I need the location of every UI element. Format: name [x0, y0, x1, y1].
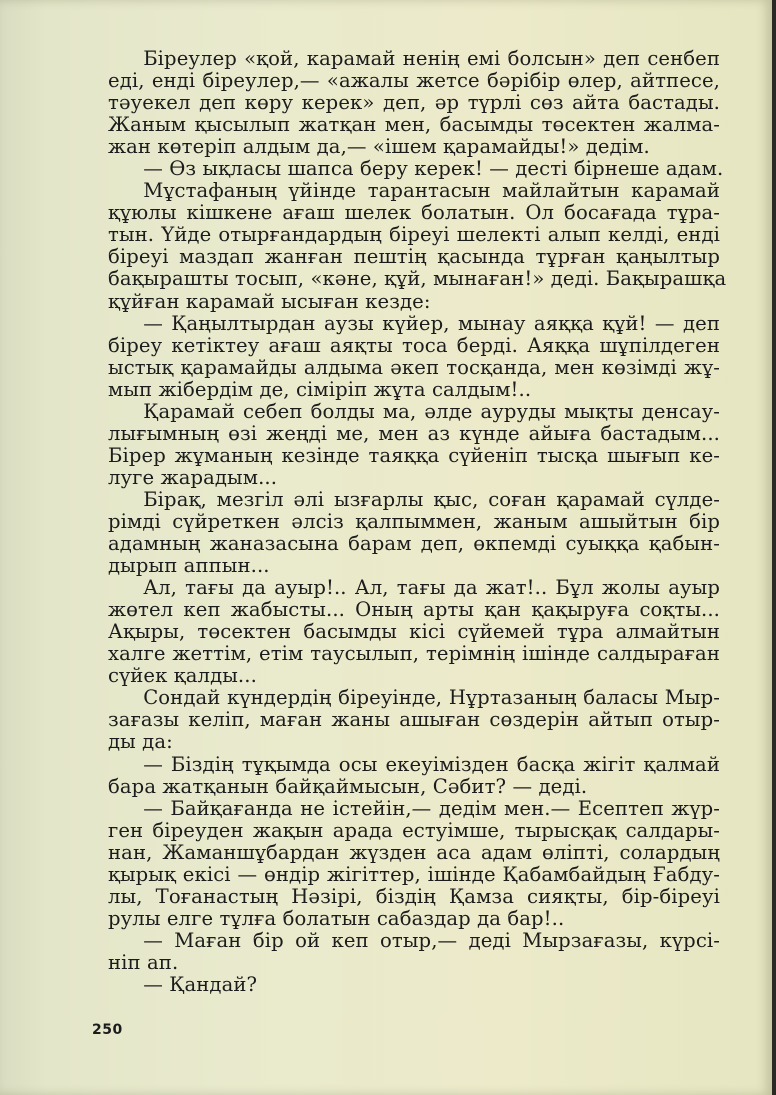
text-line: — Қандай?: [143, 972, 258, 996]
text-line: мып жібердім де, сіміріп жұта салдым!..: [108, 377, 532, 401]
text-line: — Қаңылтырдан аузы күйер, мынау аяққа құй! — деп: [143, 311, 720, 335]
text-line: ген біреуден жақын арада естуімше, тырысқақ салдары-: [108, 818, 720, 842]
text-line: қырық екісі — өндір жігіттер, ішінде Қабамбайдың Ғабду-: [108, 862, 720, 886]
text-line: құюлы кішкене ағаш шелек болатын. Ол босағада тұра-: [108, 201, 720, 225]
text-line: — Байқағанда не істейін,— дедім мен.— Есептеп жүр-: [143, 796, 720, 820]
text-line: Сондай күндердің біреуінде, Нұртазаның баласы Мыр-: [143, 686, 720, 710]
page-body-text: [108, 47, 727, 996]
text-line: Ал, тағы да ауыр!.. Ал, тағы да жат!.. Бұл жолы ауыр: [143, 576, 720, 600]
text-line: біреу кетіктеу ағаш аяқты тоса берді. Аяққа шұпілдеген: [108, 333, 720, 357]
text-line: — Маған бір ой кеп отыр,— деді Мырзағазы, күрсі-: [143, 928, 720, 952]
text-line: тын. Үйде отырғандардың біреуі шелекті алып келді, енді: [108, 223, 720, 247]
text-line: Бірақ, мезгіл әлі ызғарлы қыс, соған қарамай сүлде-: [143, 487, 720, 511]
text-line: адамның жаназасына барам деп, өкпемді суыққа қабын-: [108, 532, 720, 556]
text-line: Мұстафаның үйінде тарантасын майлайтын карамай: [143, 179, 720, 203]
text-line: ніп ап.: [108, 950, 179, 974]
text-line: ыстық қарамайды алдыма әкеп тосқанда, мен көзімді жұ-: [108, 355, 720, 379]
text-line: сүйек қалды...: [108, 664, 257, 688]
text-line: зағазы келіп, маған жаны ашыған сөздерін айтып отыр-: [108, 708, 720, 732]
text-line: нан, Жаманшұбардан жүзден аса адам өліпті, солардың: [108, 840, 720, 864]
text-line: еді, енді біреулер,— «ажалы жетсе бәрібір өлер, айтпесе,: [108, 69, 720, 93]
text-line: Жаным қысылып жатқан мен, басымды төсектен жалма-: [108, 113, 720, 137]
text-line: бақырашты тосып, «кәне, құй, мынаған!» деді. Бақырашқа: [108, 267, 727, 291]
text-line: Қарамай себеп болды ма, әлде ауруды мықты денсау-: [143, 399, 720, 423]
text-line: Ақыры, төсектен басымды кісі сүйемей тұра алмайтын: [108, 620, 720, 644]
text-line: лы, Тоғанастың Нәзірі, біздің Қамза сияқты, бір-біреуі: [108, 884, 720, 908]
text-line: тәуекел деп көру керек» деп, әр түрлі сөз айта бастады.: [108, 91, 720, 115]
text-line: құйған карамай ысыған кезде:: [108, 289, 431, 313]
text-line: дырып аппын...: [108, 554, 270, 578]
text-line: лығымның өзі жеңді ме, мен аз күнде айыға бастадым...: [108, 421, 720, 445]
text-line: рулы елге тұлға болатын сабаздар да бар!..: [108, 906, 565, 930]
text-line: рімді сүйреткен әлсіз қалпыммен, жаным ашыйтын бір: [108, 509, 720, 533]
text-line: жөтел кеп жабысты... Оның арты қан қақыруға соқты...: [108, 598, 720, 622]
text-line: — Біздің тұқымда осы екеуімізден басқа жігіт қалмай: [143, 752, 720, 776]
text-line: луге жарадым...: [108, 465, 278, 489]
page-number: 250: [92, 1022, 123, 1038]
text-line: біреуі маздап жанған пештің қасында тұрған қаңылтыр: [108, 245, 720, 269]
text-line: халге жеттім, етім таусылып, терімнің ішінде салдыраған: [108, 642, 720, 666]
text-line: жан көтеріп алдым да,— «ішем қарамайды!» дедім.: [108, 135, 650, 159]
text-line: — Өз ықласы шапса беру керек! — десті бірнеше адам.: [143, 157, 724, 181]
text-line: ды да:: [108, 730, 173, 754]
text-line: бара жатқанын байқаймысын, Сәбит? — деді.: [108, 774, 588, 798]
text-line: Бірер жұманың кезінде таяққа сүйеніп тысқа шығып ке-: [108, 443, 720, 467]
text-line: Біреулер «қой, карамай ненің емі болсын» деп сенбеп: [143, 47, 720, 70]
